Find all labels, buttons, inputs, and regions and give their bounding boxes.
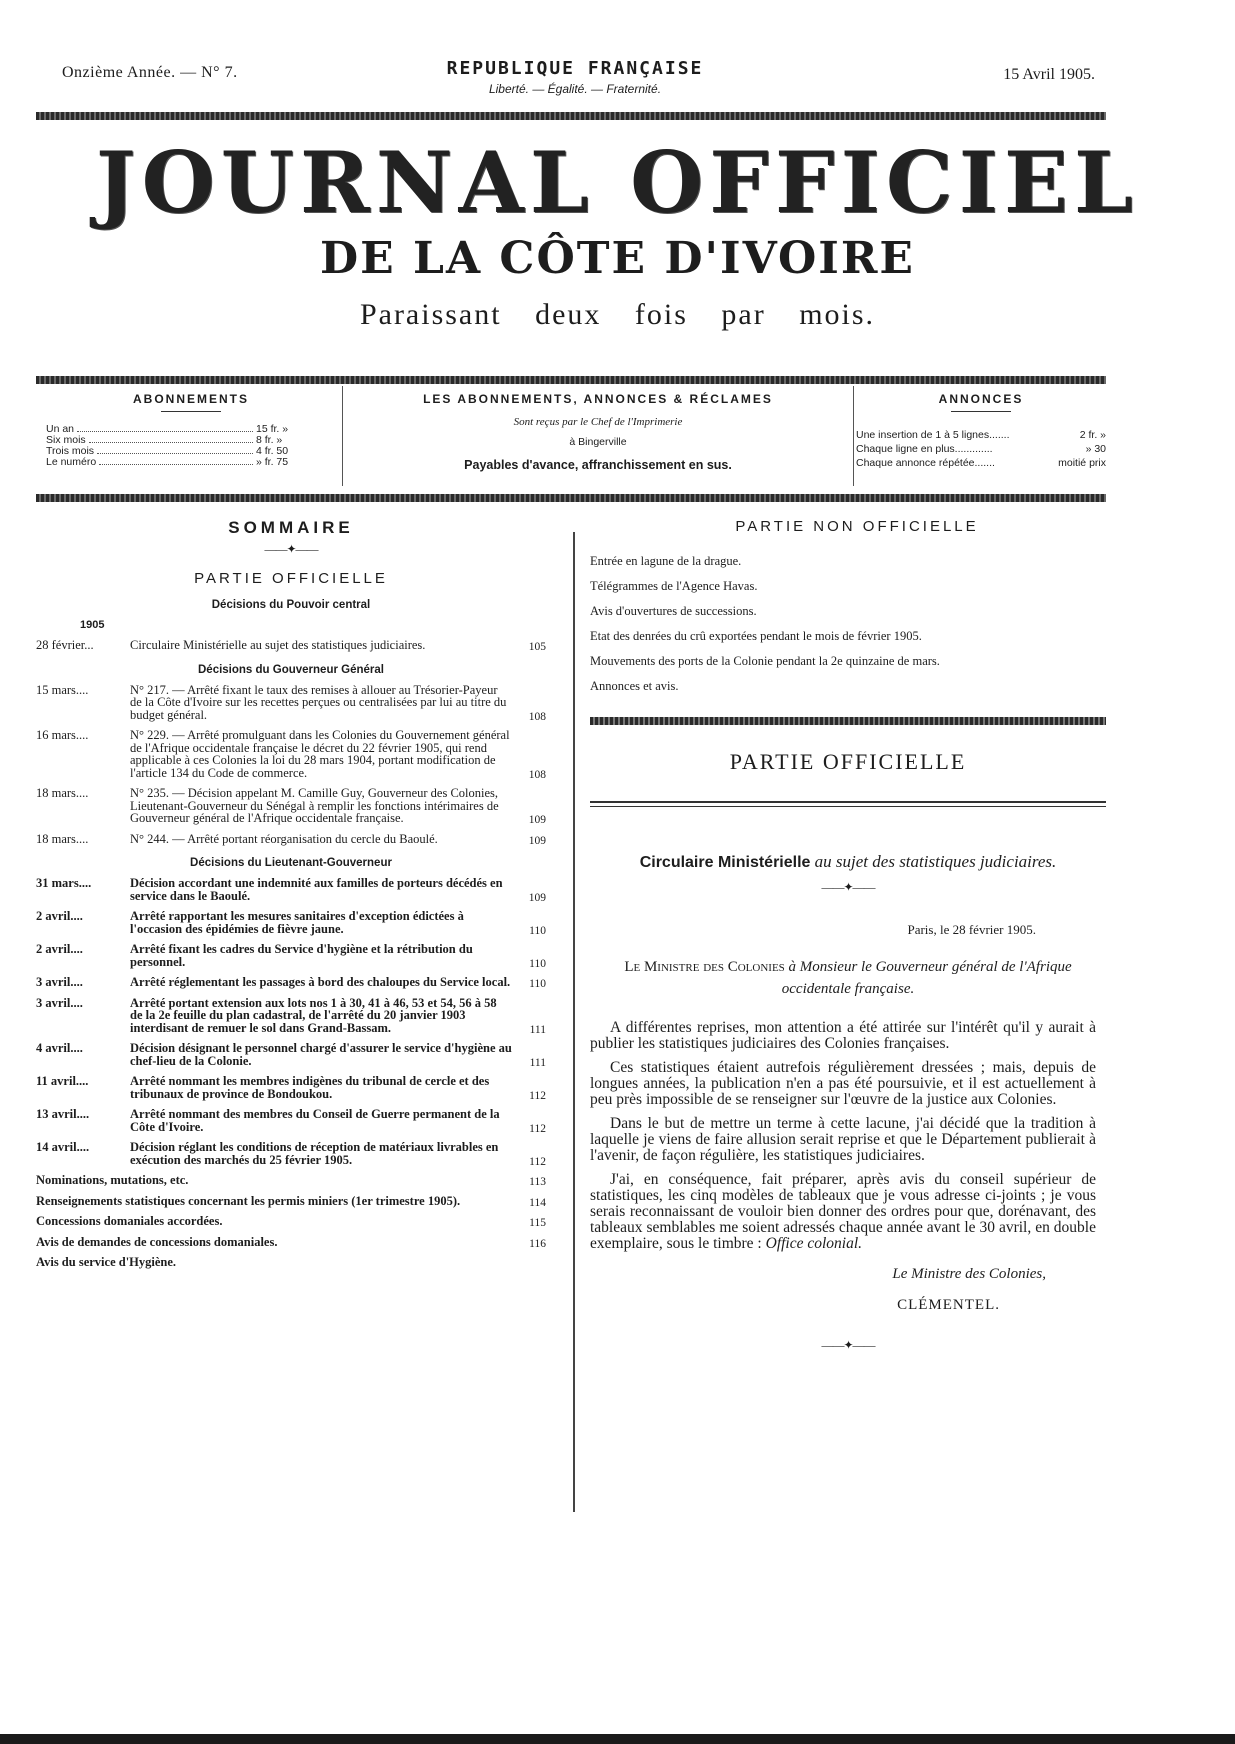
annonce-label: Une insertion de 1 à 5 lignes....... [856,429,1010,441]
entry-date: 3 avril.... [36,996,83,1010]
rate-value: 8 fr. » [256,434,283,446]
rate-row [46,457,336,468]
rate-row [46,424,336,435]
entry-text: Arrêté rapportant les mesures sanitaires d'exception édictées à l'occasion des épidémies de fièvre jaune. [130,909,464,936]
double-rule [590,801,1106,807]
subscriptions-top-rule [36,376,1106,384]
column-divider [573,532,575,1512]
sommaire-misc-entry [36,1174,546,1187]
masthead-title: JOURNAL OFFICIEL [95,133,1140,232]
entry-page: 108 [528,768,546,781]
right-column [590,518,1106,1353]
sommaire-misc-entry [36,1256,546,1269]
sommaire [36,518,546,1269]
non-officielle-item: Annonces et avis. [590,679,679,693]
center-payment: Payables d'avance, affranchissement en sus. [464,458,732,472]
timbre: Office colonial. [765,1235,863,1252]
entry-date: 18 mars.... [36,832,89,845]
entry-text: Décision désignant le personnel chargé d'assurer le service d'hygiène au chef-lieu de la Colonie. [130,1041,512,1068]
entry-date: 28 février... [36,639,94,652]
annonce-value: » 30 [1085,443,1106,455]
partie-officielle-title: PARTIE OFFICIELLE [729,749,967,774]
masthead-frequency: Paraissant deux fois par mois. [359,298,876,331]
sommaire-title: SOMMAIRE [228,518,354,537]
sommaire-entry [36,976,546,989]
annonces-rates [856,428,1106,470]
sommaire-misc-entry [36,1215,546,1228]
non-officielle-item: Télégrammes de l'Agence Havas. [590,579,758,593]
top-line [0,58,1235,98]
sommaire-part-title: PARTIE OFFICIELLE [194,570,388,587]
annonce-row [856,428,1106,442]
address [590,956,1106,1000]
masthead-subtitle: DE LA CÔTE D'IVOIRE [320,233,915,284]
address-recipient: à Monsieur le Gouverneur général de l'Afrique occidentale française. [781,959,1072,997]
annonces-heading: ANNONCES [938,392,1024,406]
header-rule [36,112,1106,120]
entry-text: Arrêté nommant les membres indigènes du tribunal de cercle et des tribunaux de province de Bondoukou. [130,1074,490,1101]
entry-page: 109 [528,891,546,904]
non-officielle-item: Entrée en lagune de la drague. [590,554,742,568]
entry-page: 112 [529,1089,546,1102]
entry-page: 110 [529,924,546,937]
sommaire-entry [36,1141,546,1166]
entry-date: 16 mars.... [36,729,89,742]
circulaire-title: Circulaire Ministérielle [639,854,811,871]
address-sender: Le Ministre des Colonies [624,959,785,975]
entry-text: N° 244. — Arrêté portant réorganisation du cercle du Baoulé. [130,831,438,846]
annonce-value: 2 fr. » [1079,429,1106,441]
entry-text: Circulaire Ministérielle au sujet des statistiques judiciaires. [130,638,426,652]
rate-label: Six mois [46,434,86,446]
annonce-row [856,456,1106,470]
republic-title: REPUBLIQUE FRANÇAISE [446,58,704,79]
sommaire-entry [36,1108,546,1133]
entry-page: 111 [529,1056,546,1069]
paragraph-text: J'ai, en conséquence, fait préparer, après avis du conseil supérieur de statistiques, les cinq modèles de tableaux que je vous adresse ci-joints ; je vous serais reconnaissant de vouloir bien donner des ordres pour que, dorénavant, des tableaux semblables me soient adressés chaque année avant le 30 avril, en double exemplaire, sous le timbre : [590,1171,1096,1252]
closing-ornament: ——✦—— [821,1338,875,1352]
sommaire-misc-entry [36,1236,546,1249]
abonnements-heading: ABONNEMENTS [132,392,249,406]
entry-text: Renseignements statistiques concernant les permis miniers (1er trimestre 1905). [36,1193,461,1208]
entry-page: 109 [528,834,546,847]
entry-text: Nominations, mutations, etc. [36,1173,189,1187]
entry-page: 116 [529,1237,546,1250]
dot-leader [97,446,253,454]
annonces-heading-rule [951,411,1011,412]
non-officielle-list [590,549,1106,699]
sommaire-entry [36,833,546,846]
sommaire-entry [36,787,546,825]
sommaire-entry [36,943,546,968]
sommaire-entry [36,910,546,935]
entry-page: 111 [529,1023,546,1036]
dot-leader [77,424,253,432]
annonce-value: moitié prix [1058,457,1106,469]
entry-date: 15 mars.... [36,683,89,697]
rate-value: » fr. 75 [256,456,289,468]
masthead [0,133,1235,332]
entry-text: Avis du service d'Hygiène. [36,1255,177,1269]
entry-page: 108 [528,710,546,723]
section-rule [590,717,1106,725]
entry-text: Décision accordant une indemnité aux familles de porteurs décédés en service dans le Baoulé. [130,876,503,903]
paragraph: Dans le but de mettre un terme à cette lacune, j'ai décidé que la tradition à laquelle je viens de faire allusion serait reprise et que le Département publierait à l'avenir, de façon régulière, les statistiques judiciaires. [590,1115,1096,1164]
sommaire-entry [36,639,546,652]
entry-page: 105 [528,641,546,653]
scan-border [0,1734,1235,1744]
entry-text: N° 229. — Arrêté promulguant dans les Colonies du Gouvernement général de l'Afrique occidentale française le décret du 22 février 1905, qui rend applicable à ces Colonies la loi du 28 mars 1904, portant modification de l'article 134 du Code de commerce. [130,728,510,780]
entry-text: Arrêté fixant les cadres du Service d'hygiène et la rétribution du personnel. [130,942,473,969]
annonce-row [856,442,1106,456]
signature-title: Le Ministre des Colonies, [892,1266,1046,1282]
entry-page: 112 [529,1155,546,1168]
rate-value: 15 fr. » [256,423,289,435]
entry-page: 110 [529,978,546,990]
rate-label: Un an [46,423,75,435]
section-title: Décisions du Pouvoir central [211,599,371,611]
circulaire-body [590,1020,1106,1252]
issue-date: 15 Avril 1905. [1003,66,1095,83]
sommaire-entry [36,877,546,902]
abonnements-heading-rule [161,411,221,412]
section-title: Décisions du Gouverneur Général [198,663,384,676]
entry-date: 11 avril.... [36,1075,89,1088]
non-officielle-item: Etat des denrées du crû exportées pendant le mois de février 1905. [590,629,922,643]
rate-value: 4 fr. 50 [256,445,289,457]
rate-label: Trois mois [46,445,95,457]
center-heading: LES ABONNEMENTS, ANNONCES & RÉCLAMES [423,392,773,406]
entry-date: 14 avril.... [36,1141,90,1154]
entry-text: Décision réglant les conditions de réception de matériaux livrables en exécution des marchés du 25 février 1905. [130,1140,499,1167]
sommaire-entry [36,1075,546,1100]
entry-date: 2 avril.... [36,910,83,923]
annonces-column [856,386,1106,486]
entry-page: 113 [529,1176,546,1188]
abonnements-column [46,386,336,486]
entry-date: 31 mars.... [36,877,92,890]
ornament: ——✦—— [821,880,875,894]
circulaire-heading [590,849,1106,876]
center-note: Sont reçus par le Chef de l'Imprimerie [513,416,683,428]
subscriptions-box [36,386,1106,486]
entry-text: N° 235. — Décision appelant M. Camille Guy, Gouverneur des Colonies, Lieutenant-Gouverneur du Sénégal à remplir les fonctions intérimaires de Gouverneur général de l'Afrique occidentale française. [130,786,499,825]
republic-motto: Liberté. — Égalité. — Fraternité. [488,82,662,96]
sommaire-misc-entry [36,1195,546,1208]
paragraph: Ces statistiques étaient autrefois régulièrement dressées ; mais, depuis de longues années, la publication n'en a pas été poursuivie, et il est actuellement à peu près impossible de se renseigner sur l'œuvre de la justice aux Colonies. [590,1059,1096,1108]
annonces-reclames-column [342,386,854,486]
issue-number: Onzième Année. — N° 7. [62,64,238,81]
non-officielle-item: Mouvements des ports de la Colonie pendant la 2e quinzaine de mars. [590,654,940,668]
entry-text: Avis de demandes de concessions domaniales. [36,1234,278,1249]
subscriptions-bottom-rule [36,494,1106,502]
sommaire-entry [36,684,546,722]
entry-text: Concessions domaniales accordées. [36,1214,223,1228]
sommaire-entry [36,997,546,1035]
entry-text: Arrêté nommant des membres du Conseil de Guerre permanent de la Côte d'Ivoire. [130,1107,500,1134]
dot-leader [89,435,253,443]
entry-date: 2 avril.... [36,943,83,956]
entry-page: 112 [529,1122,546,1135]
entry-page: 115 [529,1217,546,1229]
entry-page: 109 [528,814,546,826]
signature-name: CLÉMENTEL. [897,1297,1000,1313]
dot-leader [99,457,253,465]
paragraph: A différentes reprises, mon attention a été attirée sur l'intérêt qu'il y aurait à publier les statistiques judiciaires des Colonies françaises. [590,1019,1096,1052]
abonnements-rates [46,424,336,468]
republic-block [380,58,770,96]
ornament: ——✦—— [264,542,318,556]
entry-date: 13 avril.... [36,1108,90,1121]
rate-label: Le numéro [46,456,97,468]
circulaire-subject: au sujet des statistiques judiciaires. [814,852,1057,871]
sommaire-entry [36,729,546,779]
entry-date: 18 mars.... [36,787,89,800]
entry-date: 4 avril.... [36,1042,83,1055]
annonce-label: Chaque annonce répétée....... [856,457,995,469]
entry-date: 3 avril.... [36,976,83,989]
non-officielle-item: Avis d'ouvertures de successions. [590,604,757,618]
entry-page: 110 [529,957,546,970]
non-officielle-title: PARTIE NON OFFICIELLE [735,518,979,535]
annonce-label: Chaque ligne en plus............. [856,443,993,455]
section-title: Décisions du Lieutenant-Gouverneur [190,857,392,869]
section-year: 1905 [80,619,105,631]
sommaire-entry [36,1042,546,1067]
paragraph-last [590,1172,1096,1252]
entry-page: 114 [529,1196,546,1209]
entry-text: N° 217. — Arrêté fixant le taux des remises à allouer au Trésorier-Payeur de la Côte d'Ivoire sur les recettes perçues ou centralisées par lui au titre du budget général. [130,682,507,722]
center-place: à Bingerville [569,436,627,448]
entry-text: Arrêté réglementant les passages à bord des chaloupes du Service local. [130,975,511,989]
entry-text: Arrêté portant extension aux lots nos 1 à 30, 41 à 46, 53 et 54, 56 à 58 de la 2e feuille du plan cadastral, de l'arrêté du 20 janvier 1903 interdisant de remuer le sol dans Grand-Bassam. [130,995,497,1035]
dateline: Paris, le 28 février 1905. [907,922,1036,937]
